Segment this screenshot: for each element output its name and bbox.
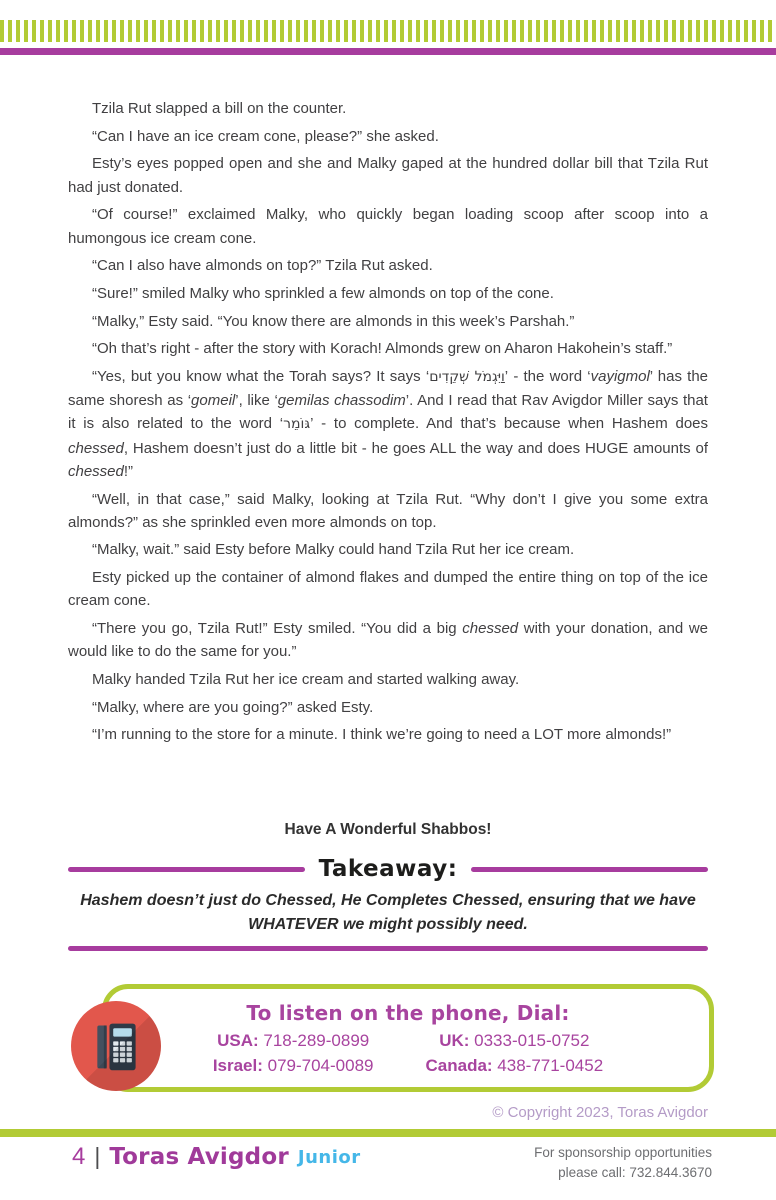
footer-green-rule xyxy=(0,1129,776,1137)
phone-entry: Canada: 438-771-0452 xyxy=(425,1056,604,1075)
story-paragraph: “Yes, but you know what the Torah says? It says ‘וַיִּגְמֹל שְׁקֵדִים’ - the word ‘vayigmol’ has the same shoresh as ‘gomeil’, like ‘gemilas chassodim’. And I read that Rav Avigdor Miller says that it is also related to the word ‘גּוֹמֵר’ - to complete. And that’s because when Hashem does chessed, Hashem doesn’t just do a little bit - he goes ALL the way and does HUGE amounts of chessed!” xyxy=(68,368,708,480)
story-paragraph: “Can I have an ice cream cone, please?” she asked. xyxy=(92,127,439,145)
takeaway-section xyxy=(68,856,708,951)
story-paragraph: “Can I also have almonds on top?” Tzila Rut asked. xyxy=(92,257,433,275)
copyright-line: © Copyright 2023, Toras Avigdor xyxy=(492,1104,708,1121)
takeaway-right-rule xyxy=(471,867,708,872)
story-paragraph: “There you go, Tzila Rut!” Esty smiled. “You did a big chessed with your donation, and we would like to do the same for you.” xyxy=(68,620,708,661)
phone-icon-badge xyxy=(71,1001,161,1091)
phone-entry: UK: 0333-015-0752 xyxy=(439,1031,590,1050)
phone-entry: Israel: 079-704-0089 xyxy=(212,1056,374,1075)
story-paragraph: “Oh that’s right - after the story with Korach! Almonds grew on Aharon Hakohein’s staff.” xyxy=(92,340,673,358)
story-paragraph: “Malky, where are you going?” asked Esty. xyxy=(92,698,374,716)
story-paragraph: Malky handed Tzila Rut her ice cream and started walking away. xyxy=(92,670,520,688)
shabbos-greeting: Have A Wonderful Shabbos! xyxy=(284,821,492,838)
story xyxy=(68,97,708,803)
story-paragraph: “Malky, wait.” said Esty before Malky could hand Tzila Rut her ice cream. xyxy=(92,541,575,559)
takeaway-heading-row xyxy=(68,856,708,882)
story-paragraph: Tzila Rut slapped a bill on the counter. xyxy=(92,100,347,117)
page-number: 4 xyxy=(72,1143,86,1170)
sponsorship-line-2: please call: 732.844.3670 xyxy=(558,1164,712,1180)
takeaway-title: Takeaway: xyxy=(318,856,458,882)
phone-numbers xyxy=(107,1031,709,1076)
phone-box-heading: To listen on the phone, Dial: xyxy=(246,1001,570,1025)
story-paragraph: Esty picked up the container of almond flakes and dumped the entire thing on top of the ice cream cone. xyxy=(68,569,708,610)
story-paragraph: Esty’s eyes popped open and she and Malky gaped at the hundred dollar bill that Tzila Rut had just donated. xyxy=(68,155,708,196)
phone-listen-box xyxy=(102,984,714,1092)
story-paragraph: “I’m running to the store for a minute. I think we’re going to need a LOT more almonds!” xyxy=(92,726,672,744)
sponsorship-block xyxy=(534,1143,712,1182)
top-stripe-border xyxy=(0,20,776,42)
takeaway-left-rule xyxy=(68,867,305,872)
office-phone-icon xyxy=(88,1018,144,1074)
footer-brand-block xyxy=(72,1143,361,1171)
top-purple-rule xyxy=(0,48,776,55)
brand-suffix: Junior xyxy=(297,1146,361,1168)
footer-separator: | xyxy=(94,1142,101,1169)
story-paragraph: “Malky,” Esty said. “You know there are almonds in this week’s Parshah.” xyxy=(92,312,575,330)
phone-entry: USA: 718-289-0899 xyxy=(217,1031,370,1050)
sponsorship-line-1: For sponsorship opportunities xyxy=(534,1145,712,1160)
takeaway-text: Hashem doesn’t just do Chessed, He Completes Chessed, ensuring that we have WHATEVER we might possibly need. xyxy=(80,892,696,933)
takeaway-bottom-rule xyxy=(68,946,708,951)
story-paragraph: “Of course!” exclaimed Malky, who quickly began loading scoop after scoop into a humongous ice cream cone. xyxy=(68,206,708,247)
story-paragraph: “Well, in that case,” said Malky, looking at Tzila Rut. “Why don’t I give you some extra almonds?” as she sprinkled even more almonds on top. xyxy=(68,490,708,531)
brand-name: Toras Avigdor xyxy=(109,1144,289,1170)
story-paragraph: “Sure!” smiled Malky who sprinkled a few almonds on top of the cone. xyxy=(92,284,554,302)
